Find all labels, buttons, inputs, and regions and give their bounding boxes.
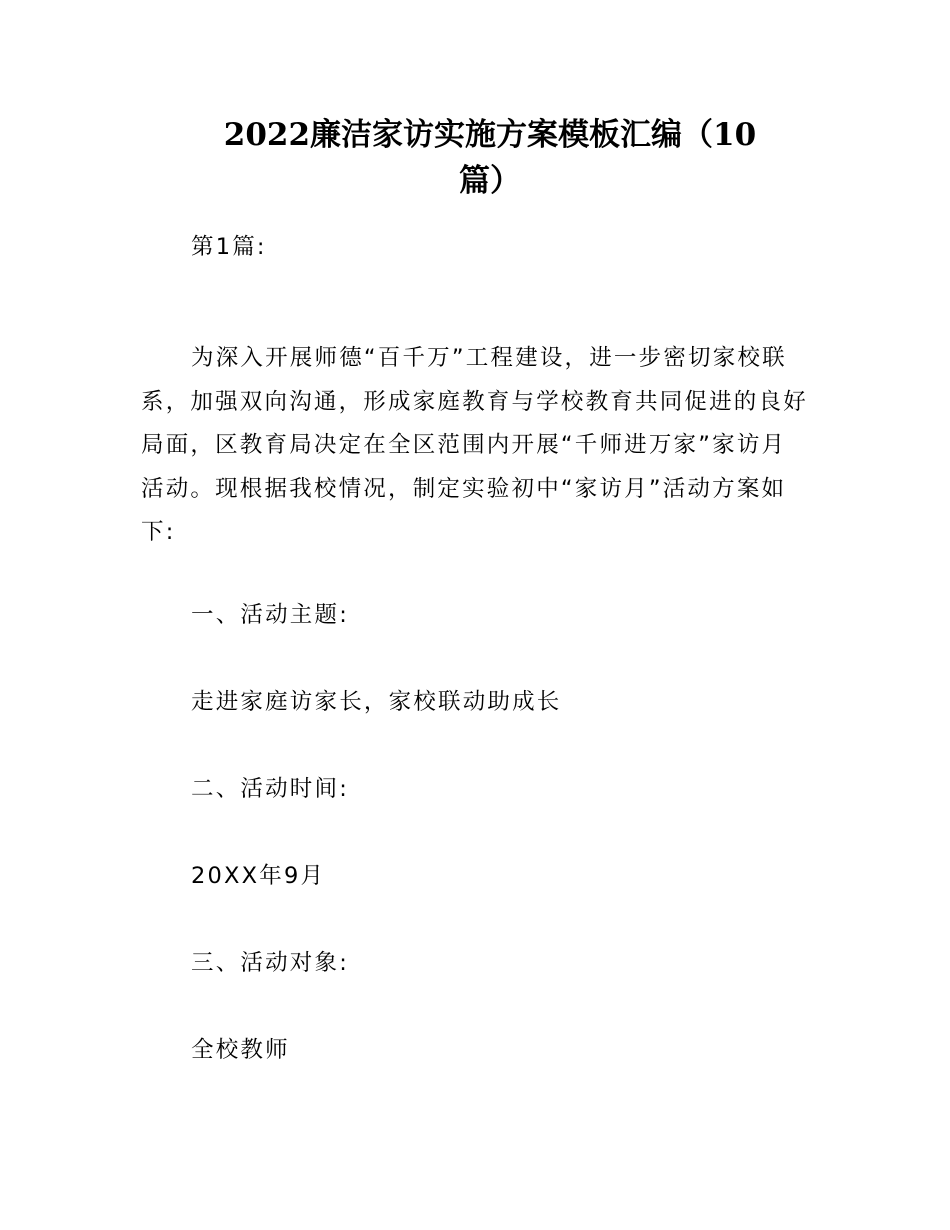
heading-activity-time: 二、活动时间:	[191, 776, 349, 802]
document-title	[200, 112, 780, 204]
activity-target-text: 全校教师	[191, 1037, 290, 1063]
intro-line: 下:	[141, 519, 176, 545]
heading-activity-theme: 一、活动主题:	[191, 602, 349, 628]
activity-time-text: 20XX年9月	[191, 863, 326, 889]
title-line-1: 2022廉洁家访实施方案模板汇编（10	[223, 117, 757, 153]
intro-line: 为深入开展师德“百千万”工程建设，进一步密切家校联	[191, 345, 787, 371]
title-line-2: 篇）	[459, 163, 521, 199]
activity-theme-text: 走进家庭访家长，家校联动助成长	[191, 689, 562, 715]
heading-activity-target: 三、活动对象:	[191, 950, 349, 976]
intro-line: 系，加强双向沟通，形成家庭教育与学校教育共同促进的良好	[141, 388, 808, 415]
intro-paragraph	[141, 337, 813, 555]
intro-line: 局面，区教育局决定在全区范围内开展“千师进万家”家访月	[141, 432, 787, 458]
section-label: 第1篇:	[191, 234, 267, 260]
intro-line: 活动。现根据我校情况，制定实验初中“家访月”活动方案如	[141, 475, 787, 502]
